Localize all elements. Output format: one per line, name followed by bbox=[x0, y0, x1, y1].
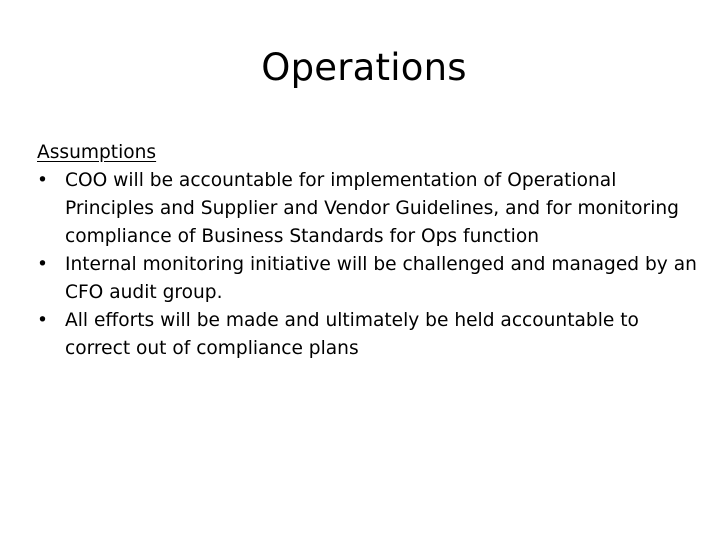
bullet-icon: • bbox=[37, 254, 48, 275]
bullet-text: Internal monitoring initiative will be challenged and managed by an CFO audit group. bbox=[65, 254, 697, 303]
bullet-item bbox=[37, 251, 697, 307]
slide-content bbox=[37, 139, 697, 363]
bullet-icon: • bbox=[37, 310, 48, 331]
bullet-item bbox=[37, 307, 697, 363]
section-heading: Assumptions bbox=[37, 142, 157, 163]
bullet-text: All efforts will be made and ultimately be held accountable to correct out of compliance plans bbox=[65, 310, 639, 359]
bullet-icon: • bbox=[37, 170, 48, 191]
bullet-text: COO will be accountable for implementation of Operational Principles and Supplier and Vendor Guidelines, and for monitoring compliance of Business Standards for Ops function bbox=[65, 170, 679, 247]
bullet-item bbox=[37, 167, 697, 251]
bullet-list bbox=[37, 167, 697, 363]
slide-title: Operations bbox=[261, 46, 467, 89]
